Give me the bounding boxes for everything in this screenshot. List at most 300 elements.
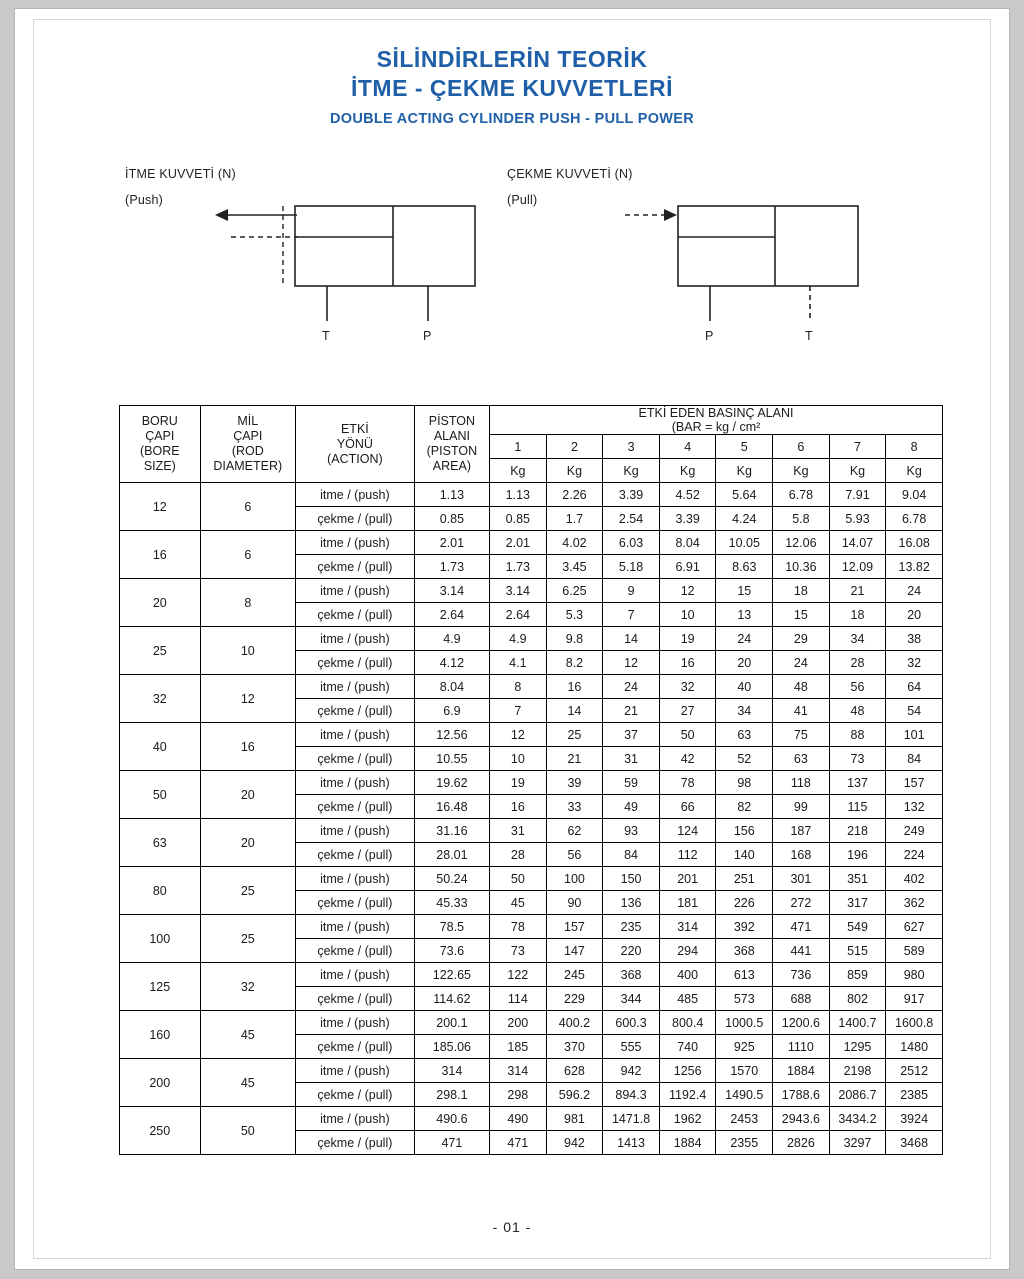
cell-force-bar-3: 84 [603,843,660,867]
cell-action: çekme / (pull) [296,699,415,723]
cell-force-bar-7: 7.91 [829,483,886,507]
force-table [119,405,943,1155]
header-unit-4: Kg [659,459,716,483]
cell-force-bar-1: 4.1 [490,651,547,675]
cell-force-bar-8: 54 [886,699,943,723]
cell-force-bar-7: 18 [829,603,886,627]
cell-rod-diameter: 8 [200,579,295,627]
cell-force-bar-5: 573 [716,987,773,1011]
cell-force-bar-4: 314 [659,915,716,939]
cell-force-bar-1: 50 [490,867,547,891]
cell-force-bar-1: 200 [490,1011,547,1035]
cell-force-bar-5: 251 [716,867,773,891]
cell-piston-area: 45.33 [414,891,489,915]
cell-force-bar-8: 980 [886,963,943,987]
table-row [120,531,943,555]
cell-piston-area: 78.5 [414,915,489,939]
cell-force-bar-1: 2.01 [490,531,547,555]
cell-force-bar-6: 48 [773,675,830,699]
document-page [14,8,1010,1270]
cell-force-bar-2: 1.7 [546,507,603,531]
cell-action: çekme / (pull) [296,891,415,915]
cell-force-bar-6: 187 [773,819,830,843]
header-piston-area [414,406,489,483]
cell-force-bar-5: 52 [716,747,773,771]
cell-force-bar-6: 41 [773,699,830,723]
cell-force-bar-2: 147 [546,939,603,963]
cell-force-bar-4: 400 [659,963,716,987]
page-number: - 01 - [492,1219,532,1235]
cell-force-bar-1: 4.9 [490,627,547,651]
cell-force-bar-5: 226 [716,891,773,915]
cell-force-bar-8: 101 [886,723,943,747]
cell-action: çekme / (pull) [296,651,415,675]
cell-force-bar-4: 1256 [659,1059,716,1083]
cell-force-bar-2: 2.26 [546,483,603,507]
cell-force-bar-7: 3434.2 [829,1107,886,1131]
cell-force-bar-5: 10.05 [716,531,773,555]
cell-force-bar-7: 196 [829,843,886,867]
cell-action: çekme / (pull) [296,795,415,819]
cell-force-bar-6: 272 [773,891,830,915]
header-area-line-2: ALANI [433,429,470,443]
cell-force-bar-2: 90 [546,891,603,915]
cell-force-bar-4: 800.4 [659,1011,716,1035]
header-unit-8: Kg [886,459,943,483]
cell-action: itme / (push) [296,1107,415,1131]
header-pressure-3: 3 [603,435,660,459]
cell-rod-diameter: 20 [200,771,295,819]
cell-bore-size: 200 [120,1059,201,1107]
header-pressure-5: 5 [716,435,773,459]
pull-diagram-sublabel: (Pull) [507,193,538,207]
header-bore-size [120,406,201,483]
cell-action: itme / (push) [296,819,415,843]
cell-force-bar-4: 1192.4 [659,1083,716,1107]
cell-force-bar-1: 16 [490,795,547,819]
cell-force-bar-8: 589 [886,939,943,963]
cell-rod-diameter: 25 [200,867,295,915]
cell-force-bar-7: 14.07 [829,531,886,555]
header-unit-5: Kg [716,459,773,483]
table-row [120,915,943,939]
cell-piston-area: 3.14 [414,579,489,603]
cell-force-bar-2: 229 [546,987,603,1011]
cell-action: itme / (push) [296,1011,415,1035]
cell-force-bar-4: 1962 [659,1107,716,1131]
cell-force-bar-2: 628 [546,1059,603,1083]
cell-force-bar-8: 64 [886,675,943,699]
cell-force-bar-3: 14 [603,627,660,651]
cell-force-bar-5: 2355 [716,1131,773,1155]
cell-piston-area: 8.04 [414,675,489,699]
cell-rod-diameter: 20 [200,819,295,867]
cell-piston-area: 19.62 [414,771,489,795]
cell-rod-diameter: 16 [200,723,295,771]
cell-force-bar-7: 3297 [829,1131,886,1155]
cell-force-bar-3: 894.3 [603,1083,660,1107]
cell-force-bar-1: 298 [490,1083,547,1107]
cell-bore-size: 63 [120,819,201,867]
table-row [120,723,943,747]
cell-force-bar-6: 63 [773,747,830,771]
cell-force-bar-3: 24 [603,675,660,699]
cell-force-bar-6: 688 [773,987,830,1011]
cell-action: çekme / (pull) [296,1131,415,1155]
header-unit-3: Kg [603,459,660,483]
cell-force-bar-3: 7 [603,603,660,627]
cell-action: çekme / (pull) [296,603,415,627]
cell-force-bar-1: 10 [490,747,547,771]
cell-force-bar-8: 3468 [886,1131,943,1155]
header-unit-2: Kg [546,459,603,483]
cell-force-bar-1: 73 [490,939,547,963]
cell-force-bar-1: 490 [490,1107,547,1131]
cell-piston-area: 12.56 [414,723,489,747]
title-subtitle: DOUBLE ACTING CYLINDER PUSH - PULL POWER [329,111,695,127]
cell-bore-size: 50 [120,771,201,819]
header-bore-line-3: (BORE [139,444,180,458]
cell-force-bar-7: 1400.7 [829,1011,886,1035]
cell-force-bar-8: 32 [886,651,943,675]
cell-force-bar-4: 124 [659,819,716,843]
header-unit-7: Kg [829,459,886,483]
cell-force-bar-7: 21 [829,579,886,603]
cell-force-bar-6: 301 [773,867,830,891]
table-row [120,1011,943,1035]
title-line-2: İTME - ÇEKME KUVVETLERİ [350,75,673,101]
header-row-1 [120,406,943,435]
cell-action: çekme / (pull) [296,987,415,1011]
cell-force-bar-4: 16 [659,651,716,675]
header-bore-line-2: ÇAPI [145,429,175,443]
cell-force-bar-3: 59 [603,771,660,795]
cell-force-bar-6: 1110 [773,1035,830,1059]
cell-force-bar-2: 14 [546,699,603,723]
cell-piston-area: 2.64 [414,603,489,627]
cell-force-bar-8: 16.08 [886,531,943,555]
cell-rod-diameter: 45 [200,1059,295,1107]
cell-force-bar-3: 235 [603,915,660,939]
cell-force-bar-5: 40 [716,675,773,699]
cell-force-bar-3: 6.03 [603,531,660,555]
cell-force-bar-4: 10 [659,603,716,627]
cell-action: itme / (push) [296,963,415,987]
cell-force-bar-3: 600.3 [603,1011,660,1035]
header-action-line-3: (ACTION) [327,451,383,466]
table-row [120,483,943,507]
table-row [120,867,943,891]
table-row [120,627,943,651]
cell-force-bar-5: 13 [716,603,773,627]
cell-force-bar-6: 6.78 [773,483,830,507]
cell-force-bar-7: 34 [829,627,886,651]
cell-action: itme / (push) [296,627,415,651]
cell-piston-area: 16.48 [414,795,489,819]
cell-force-bar-6: 75 [773,723,830,747]
cylinder-diagrams [15,149,1009,379]
cell-force-bar-3: 21 [603,699,660,723]
cell-bore-size: 40 [120,723,201,771]
cell-force-bar-2: 8.2 [546,651,603,675]
push-port-t-label: T [322,329,330,343]
cell-force-bar-5: 8.63 [716,555,773,579]
cell-force-bar-4: 740 [659,1035,716,1059]
header-pressure-line-2: (BAR = kg / cm² [671,420,761,434]
cell-force-bar-2: 400.2 [546,1011,603,1035]
cell-piston-area: 50.24 [414,867,489,891]
cell-bore-size: 80 [120,867,201,915]
cell-force-bar-5: 156 [716,819,773,843]
cell-action: itme / (push) [296,675,415,699]
cell-force-bar-5: 368 [716,939,773,963]
cell-force-bar-7: 1295 [829,1035,886,1059]
cell-force-bar-1: 31 [490,819,547,843]
cell-force-bar-3: 9 [603,579,660,603]
header-pressure-group [490,406,943,435]
cell-rod-diameter: 25 [200,915,295,963]
header-unit-6: Kg [773,459,830,483]
pull-port-p-label: P [705,329,714,343]
cell-piston-area: 298.1 [414,1083,489,1107]
cell-force-bar-7: 137 [829,771,886,795]
cell-action: çekme / (pull) [296,1035,415,1059]
cell-force-bar-1: 122 [490,963,547,987]
cell-force-bar-5: 613 [716,963,773,987]
cell-action: itme / (push) [296,915,415,939]
cell-force-bar-5: 34 [716,699,773,723]
cell-force-bar-6: 18 [773,579,830,603]
cell-rod-diameter: 32 [200,963,295,1011]
cell-force-bar-2: 56 [546,843,603,867]
cell-force-bar-1: 3.14 [490,579,547,603]
cell-force-bar-6: 2826 [773,1131,830,1155]
cell-force-bar-4: 181 [659,891,716,915]
cell-force-bar-5: 82 [716,795,773,819]
cell-force-bar-2: 100 [546,867,603,891]
cell-force-bar-8: 38 [886,627,943,651]
cell-force-bar-6: 118 [773,771,830,795]
page-title [15,45,1009,127]
cell-force-bar-6: 1788.6 [773,1083,830,1107]
cell-force-bar-6: 29 [773,627,830,651]
header-pressure-8: 8 [886,435,943,459]
cell-force-bar-2: 16 [546,675,603,699]
cell-force-bar-8: 13.82 [886,555,943,579]
cell-force-bar-4: 32 [659,675,716,699]
cylinder-schematic-svg [15,149,1011,379]
cell-force-bar-1: 114 [490,987,547,1011]
cell-piston-area: 122.65 [414,963,489,987]
cell-action: çekme / (pull) [296,939,415,963]
header-rod-line-1: MİL [237,414,259,428]
cell-force-bar-7: 2198 [829,1059,886,1083]
cell-piston-area: 31.16 [414,819,489,843]
cell-piston-area: 4.12 [414,651,489,675]
header-pressure-6: 6 [773,435,830,459]
cell-force-bar-6: 168 [773,843,830,867]
cell-force-bar-7: 12.09 [829,555,886,579]
cell-force-bar-2: 39 [546,771,603,795]
cell-piston-area: 490.6 [414,1107,489,1131]
cell-force-bar-4: 66 [659,795,716,819]
cell-force-bar-6: 12.06 [773,531,830,555]
header-pressure-2: 2 [546,435,603,459]
cell-action: çekme / (pull) [296,507,415,531]
header-pressure-4: 4 [659,435,716,459]
cell-piston-area: 1.13 [414,483,489,507]
cell-force-bar-1: 28 [490,843,547,867]
header-pressure-7: 7 [829,435,886,459]
cell-force-bar-6: 736 [773,963,830,987]
cell-piston-area: 200.1 [414,1011,489,1035]
cell-force-bar-5: 24 [716,627,773,651]
cell-force-bar-3: 150 [603,867,660,891]
cell-force-bar-8: 157 [886,771,943,795]
cell-force-bar-1: 7 [490,699,547,723]
header-area-line-4: AREA) [432,459,471,473]
cell-force-bar-7: 515 [829,939,886,963]
cell-force-bar-2: 3.45 [546,555,603,579]
push-diagram-label: İTME KUVVETİ (N) [125,167,236,181]
cell-force-bar-7: 549 [829,915,886,939]
header-action-line-1: ETKİ [340,421,369,436]
cell-force-bar-5: 392 [716,915,773,939]
force-table-wrapper [119,405,943,1155]
cell-force-bar-1: 19 [490,771,547,795]
cell-force-bar-2: 5.3 [546,603,603,627]
cell-force-bar-5: 1000.5 [716,1011,773,1035]
cell-force-bar-2: 21 [546,747,603,771]
cell-force-bar-8: 627 [886,915,943,939]
cell-force-bar-5: 98 [716,771,773,795]
cell-force-bar-3: 49 [603,795,660,819]
cell-force-bar-6: 2943.6 [773,1107,830,1131]
cell-force-bar-7: 56 [829,675,886,699]
cell-force-bar-4: 201 [659,867,716,891]
cell-force-bar-1: 78 [490,915,547,939]
cell-force-bar-6: 5.8 [773,507,830,531]
cell-force-bar-5: 5.64 [716,483,773,507]
cell-force-bar-3: 368 [603,963,660,987]
cell-force-bar-7: 218 [829,819,886,843]
cell-force-bar-7: 351 [829,867,886,891]
table-row [120,675,943,699]
table-row [120,1059,943,1083]
cell-force-bar-4: 485 [659,987,716,1011]
cell-force-bar-5: 4.24 [716,507,773,531]
cell-force-bar-8: 362 [886,891,943,915]
cell-force-bar-2: 596.2 [546,1083,603,1107]
cell-force-bar-4: 4.52 [659,483,716,507]
cell-force-bar-7: 802 [829,987,886,1011]
cell-force-bar-8: 224 [886,843,943,867]
cell-force-bar-2: 25 [546,723,603,747]
cell-force-bar-2: 157 [546,915,603,939]
cell-force-bar-4: 19 [659,627,716,651]
cell-force-bar-8: 20 [886,603,943,627]
cell-force-bar-8: 84 [886,747,943,771]
cell-piston-area: 2.01 [414,531,489,555]
cell-force-bar-1: 12 [490,723,547,747]
cell-force-bar-8: 917 [886,987,943,1011]
cell-force-bar-3: 5.18 [603,555,660,579]
cell-force-bar-1: 2.64 [490,603,547,627]
cell-force-bar-5: 140 [716,843,773,867]
cell-force-bar-4: 112 [659,843,716,867]
cell-force-bar-2: 981 [546,1107,603,1131]
cell-force-bar-1: 471 [490,1131,547,1155]
cell-force-bar-5: 1570 [716,1059,773,1083]
cell-force-bar-3: 1471.8 [603,1107,660,1131]
cell-force-bar-6: 24 [773,651,830,675]
cell-rod-diameter: 50 [200,1107,295,1155]
cell-force-bar-4: 3.39 [659,507,716,531]
pull-diagram-label: ÇEKME KUVVETİ (N) [507,167,633,181]
cell-force-bar-5: 15 [716,579,773,603]
cell-force-bar-7: 317 [829,891,886,915]
cell-force-bar-4: 42 [659,747,716,771]
cell-force-bar-3: 31 [603,747,660,771]
cell-bore-size: 100 [120,915,201,963]
cell-rod-diameter: 12 [200,675,295,723]
cell-force-bar-7: 5.93 [829,507,886,531]
cell-piston-area: 28.01 [414,843,489,867]
cell-force-bar-1: 8 [490,675,547,699]
cell-piston-area: 471 [414,1131,489,1155]
header-rod-line-3: (ROD [231,444,264,458]
cell-force-bar-2: 33 [546,795,603,819]
cell-force-bar-3: 3.39 [603,483,660,507]
cell-rod-diameter: 10 [200,627,295,675]
cell-action: itme / (push) [296,723,415,747]
header-pressure-line-1: ETKİ EDEN BASINÇ ALANI [638,406,794,420]
cell-force-bar-8: 24 [886,579,943,603]
cell-action: itme / (push) [296,1059,415,1083]
header-action-line-2: YÖNÜ [336,436,373,451]
header-area-line-1: PİSTON [428,414,476,428]
table-row [120,963,943,987]
table-head [120,406,943,483]
cell-force-bar-6: 1884 [773,1059,830,1083]
cell-bore-size: 160 [120,1011,201,1059]
header-unit-1: Kg [490,459,547,483]
cell-force-bar-7: 88 [829,723,886,747]
cell-force-bar-8: 2385 [886,1083,943,1107]
table-row [120,771,943,795]
cell-force-bar-1: 0.85 [490,507,547,531]
cell-force-bar-7: 48 [829,699,886,723]
header-rod-line-2: ÇAPI [233,429,263,443]
cell-force-bar-6: 10.36 [773,555,830,579]
cell-force-bar-6: 15 [773,603,830,627]
cell-force-bar-1: 314 [490,1059,547,1083]
cell-piston-area: 73.6 [414,939,489,963]
cell-force-bar-6: 471 [773,915,830,939]
cell-force-bar-6: 99 [773,795,830,819]
cell-bore-size: 32 [120,675,201,723]
cell-force-bar-3: 1413 [603,1131,660,1155]
cell-piston-area: 114.62 [414,987,489,1011]
cell-bore-size: 20 [120,579,201,627]
header-area-line-3: (PISTON [426,444,478,458]
cell-force-bar-7: 115 [829,795,886,819]
cell-force-bar-2: 370 [546,1035,603,1059]
cell-rod-diameter: 45 [200,1011,295,1059]
cell-action: itme / (push) [296,771,415,795]
cell-force-bar-8: 132 [886,795,943,819]
cell-force-bar-6: 441 [773,939,830,963]
